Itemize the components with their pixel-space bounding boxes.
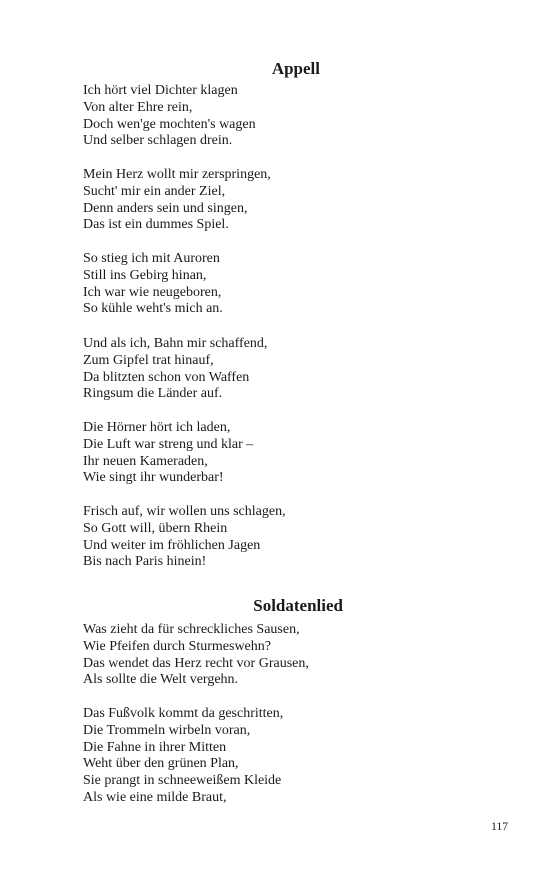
verse-line: Die Luft war streng und klar – — [83, 436, 254, 452]
verse-line: Das Fußvolk kommt da geschritten, — [83, 706, 284, 721]
verse-line: Frisch auf, wir wollen uns schlagen, — [83, 504, 286, 519]
verse-line: Was zieht da für schreckliches Sausen, — [83, 622, 300, 637]
verse-line: Ich hört viel Dichter klagen — [83, 83, 238, 98]
verse-line: Und weiter im fröhlichen Jagen — [83, 537, 261, 553]
verse-line: So stieg ich mit Auroren — [83, 251, 220, 266]
verse-line: Da blitzten schon von Waffen — [83, 369, 250, 385]
verse-line: Wie singt ihr wunderbar! — [83, 470, 224, 486]
stanza — [83, 420, 253, 487]
verse-line: Ihr neuen Kameraden, — [83, 453, 208, 469]
verse-line: Zum Gipfel trat hinauf, — [83, 352, 214, 368]
verse-line: So kühle weht's mich an. — [83, 301, 223, 317]
verse-line: Bis nach Paris hinein! — [83, 554, 207, 570]
stanza — [83, 504, 286, 571]
verse-line: Sie prangt in schneeweißem Kleide — [83, 773, 282, 789]
stanza — [83, 83, 256, 150]
verse-line: Von alter Ehre rein, — [83, 99, 193, 115]
verse-line: Das wendet das Herz recht vor Grausen, — [83, 655, 309, 671]
stanza — [83, 622, 309, 689]
verse-line: Wie Pfeifen durch Sturmeswehn? — [83, 638, 271, 654]
verse-line: Als sollte die Welt vergehn. — [83, 672, 239, 688]
poem-title-soldatenlied: Soldatenlied — [253, 596, 343, 615]
verse-line: Sucht' mir ein ander Ziel, — [83, 183, 226, 199]
verse-line: Als wie eine milde Braut, — [83, 789, 227, 805]
verse-line: Und selber schlagen drein. — [83, 133, 233, 149]
verse-line: Denn anders sein und singen, — [83, 200, 248, 216]
page-number: 117 — [491, 821, 508, 833]
verse-line: Die Hörner hört ich laden, — [83, 420, 231, 435]
verse-line: Das ist ein dummes Spiel. — [83, 217, 229, 233]
verse-line: Ich war wie neugeboren, — [83, 284, 222, 300]
verse-line: So Gott will, übern Rhein — [83, 520, 228, 536]
verse-line: Die Trommeln wirbeln voran, — [83, 722, 251, 738]
verse-line: Und als ich, Bahn mir schaffend, — [83, 336, 268, 351]
stanza — [83, 251, 223, 318]
verse-line: Mein Herz wollt mir zerspringen, — [83, 167, 271, 182]
verse-line: Die Fahne in ihrer Mitten — [83, 739, 227, 755]
verse-line: Ringsum die Länder auf. — [83, 386, 223, 402]
verse-line: Still ins Gebirg hinan, — [83, 267, 207, 283]
verse-line: Weht über den grünen Plan, — [83, 756, 239, 772]
stanza — [83, 706, 283, 807]
stanza — [83, 336, 267, 403]
stanza — [83, 167, 271, 234]
verse-line: Doch wen'ge mochten's wagen — [83, 116, 256, 132]
poem-title-appell: Appell — [271, 59, 320, 78]
